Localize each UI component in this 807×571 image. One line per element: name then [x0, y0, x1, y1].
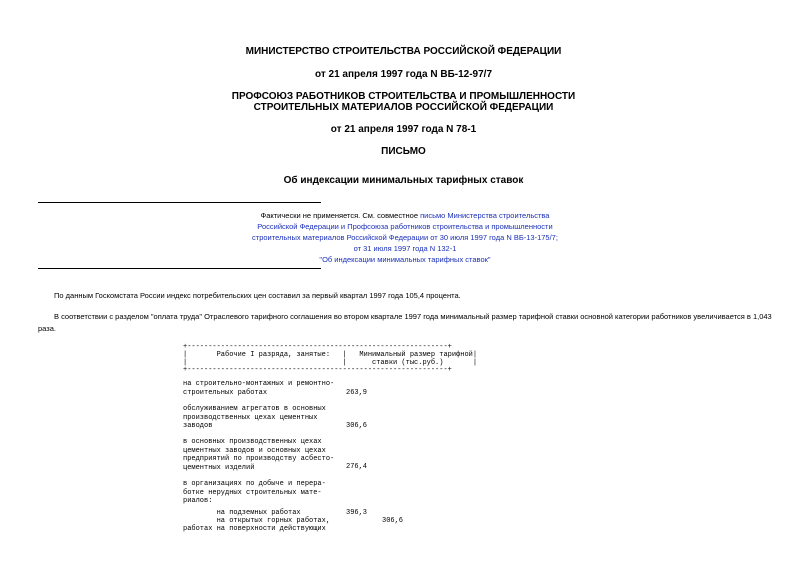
table-row: на подземных работах — [183, 509, 301, 517]
paragraph-cpi: По данным Госкомстата России индекс потребительских цен составил за первый квартал 1997 года 105,4 процента. — [54, 291, 461, 300]
document-type: ПИСЬМО — [381, 146, 426, 157]
document-subject: Об индексации минимальных тарифных ставок — [283, 175, 524, 186]
table-row-value: 306,6 — [346, 422, 368, 430]
paragraph-indexation: В соответствии с разделом "оплата труда" Отраслевого тарифного соглашения во втором квартале 1997 года минимальный размер тарифной ставки основной категории работников увеличивается в 1,043 раза. — [38, 312, 772, 333]
table-row-value: 276,4 — [346, 463, 368, 471]
table-header-line1: | Рабочие I разряда, занятые: | Минимальный размер тарифной| — [183, 351, 478, 359]
ministry-title: МИНИСТЕРСТВО СТРОИТЕЛЬСТВА РОССИЙСКОЙ ФЕДЕРАЦИИ — [245, 46, 562, 57]
table-row: на строительно-монтажных и ремонтно- строительных работах — [183, 380, 335, 397]
union-title-line2: СТРОИТЕЛЬНЫХ МАТЕРИАЛОВ РОССИЙСКОЙ ФЕДЕРАЦИИ — [253, 102, 554, 113]
superseding-letter-title-link[interactable]: "Об индексации минимальных тарифных ставок" — [319, 255, 491, 264]
table-row: в организациях по добыче и перера- ботке нерудных строительных мате- риалов: — [183, 480, 326, 505]
table-border-mid: +--------------------------------------------------------------+ — [183, 366, 452, 374]
status-note-prefix: Фактически не применяется. См. совместное — [260, 211, 421, 220]
table-header-line2: | | ставки (тыс.руб.) | — [183, 359, 478, 367]
union-date: от 21 апреля 1997 года N 78-1 — [330, 124, 477, 135]
table-row: на открытых горных работах, — [183, 517, 331, 525]
table-row: обслуживанием агрегатов в основных производственных цехах цементных заводов — [183, 405, 326, 430]
superseding-letter-link[interactable]: письмо Министерства строительства Российской Федерации и Профсоюза работников строительства и промышленности строительных материалов Российской Федерации от 30 июля 1997 года N ВБ-13-175/7; от 31 июля 1997 года N 132-1 — [252, 211, 558, 253]
union-title-line1: ПРОФСОЮЗ РАБОТНИКОВ СТРОИТЕЛЬСТВА И ПРОМЫШЛЕННОСТИ — [231, 91, 576, 102]
table-row-value: 396,3 — [346, 509, 368, 517]
table-row-value: 306,6 — [382, 517, 404, 525]
table-row-value: 263,9 — [346, 389, 368, 397]
divider-bottom — [38, 268, 321, 269]
table-row: в основных производственных цехах цементных заводов и основных цехах предприятий по производству асбесто- цементных изделий — [183, 438, 335, 472]
table-row: работах на поверхности действующих — [183, 525, 326, 533]
divider-top — [38, 202, 321, 203]
status-note — [250, 210, 560, 265]
table-border-top: +--------------------------------------------------------------+ — [183, 343, 452, 351]
ministry-date: от 21 апреля 1997 года N ВБ-12-97/7 — [314, 69, 493, 80]
